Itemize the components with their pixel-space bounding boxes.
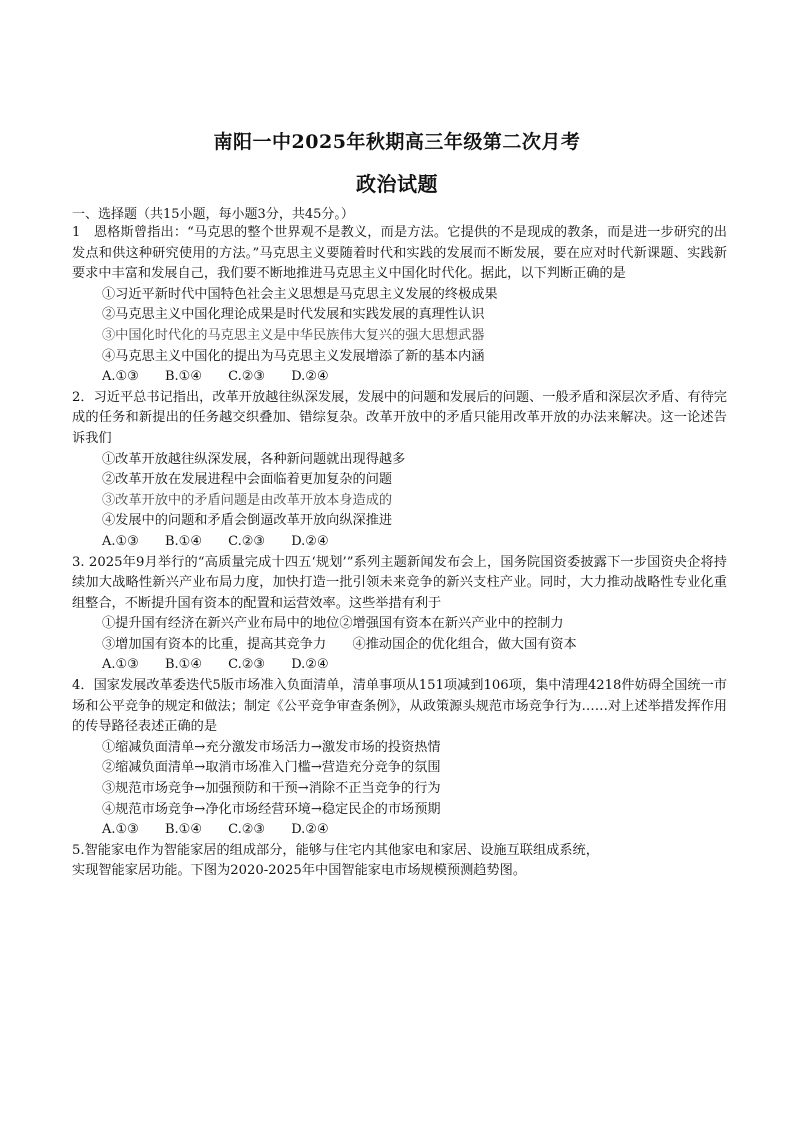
question-1 — [72, 223, 727, 388]
exam-title: 南阳一中2025年秋期高三年级第二次月考 — [213, 131, 581, 153]
choice-b: B.①④ — [164, 533, 202, 549]
choice-d: D.②④ — [291, 822, 329, 838]
answer-choices — [72, 532, 727, 553]
option-3: ③规范市场竞争→加强预防和干预→消除不正当竞争的行为 — [102, 781, 441, 797]
choice-a: A.①③ — [102, 369, 139, 385]
answer-choices — [72, 820, 727, 841]
option-2: ②马克思主义中国化理论成果是时代发展和实践发展的真理性认识 — [102, 307, 485, 323]
answer-choices — [72, 367, 727, 388]
section-heading: 一、选择题（共15小题，每小题3分，共45分。） — [72, 207, 354, 222]
option-1: ①缩减负面清单→充分激发市场活力→激发市场的投资热情 — [102, 739, 441, 755]
option-4: ④发展中的问题和矛盾会倒逼改革开放向纵深推进 — [102, 513, 393, 529]
question-list — [72, 223, 727, 882]
question-stem: 3. 2025年9月举行的“高质量完成十四五‘规划’”系列主题新闻发布会上，国务院国资委披露下一步国资央企将持续加大战略性新兴产业布局力度，加快打造一批引领未来竞争的新兴支柱产业。同时，大力推动战略性专业化重组整合，不断提升国有资本的配置和运营效率。这些举措有利于 — [72, 554, 727, 611]
choice-c: C.②③ — [228, 369, 266, 385]
choice-b: B.①④ — [164, 657, 202, 673]
option-4: ④马克思主义中国化的提出为马克思主义发展增添了新的基本内涵 — [102, 348, 485, 364]
option-1: ①习近平新时代中国特色社会主义思想是马克思主义发展的终极成果 — [102, 286, 498, 302]
question-5 — [72, 841, 727, 882]
question-stem: 4．国家发展改革委迭代5版市场准入负面清单，清单事项从151项减到106项，集中清理4218件妨碍全国统一市场和公平竞争的规定和做法；制定《公平竞争审查条例》，从政策源头规范市场竞争行为……对上述举措发挥作用的传导路径表述正确的是 — [72, 678, 727, 735]
question-stem: 2．习近平总书记指出，改革开放越往纵深发展，发展中的问题和发展后的问题、一般矛盾和深层次矛盾、有待完成的任务和新提出的任务越交织叠加、错综复杂。改革开放中的矛盾只能用改革开放的办法来解决。这一论述告诉我们 — [72, 389, 727, 446]
choice-d: D.②④ — [291, 533, 329, 549]
question-4 — [72, 676, 727, 841]
question-stem: 1 恩格斯曾指出：“马克思的整个世界观不是教义，而是方法。它提供的不是现成的教条，而是进一步研究的出发点和供这种研究使用的方法。”马克思主义要随着时代和实践的发展而不断发展，要在应对时代新课题、实践新要求中丰富和发展自己，我们要不断地推进马克思主义中国化时代化。据此，以下判断正确的是 — [72, 225, 727, 282]
exam-subtitle: 政治试题 — [356, 172, 438, 196]
choice-a: A.①③ — [102, 657, 139, 673]
option-row-1: ①提升国有经济在新兴产业布局中的地位②增强国有资本在新兴产业中的控制力 — [102, 616, 564, 632]
option-3: ③改革开放中的矛盾问题是由改革开放本身造成的 — [102, 492, 393, 508]
question-3 — [72, 553, 727, 677]
question-stem-line-2: 实现智能家居功能。下图为2020-2025年中国智能家电市场规模预测趋势图。 — [72, 863, 527, 879]
choice-b: B.①④ — [164, 369, 202, 385]
option-2: ②改革开放在发展进程中会面临着更加复杂的问题 — [102, 472, 393, 488]
option-1: ①改革开放越往纵深发展，各种新问题就出现得越多 — [102, 451, 406, 467]
question-stem-line-1: 5.智能家电作为智能家居的组成部分，能够与住宅内其他家电和家居、设施互联组成系统， — [72, 842, 599, 858]
answer-choices — [72, 655, 727, 676]
choice-b: B.①④ — [164, 822, 202, 838]
option-3: ③中国化时代化的马克思主义是中华民族伟大复兴的强大思想武器 — [102, 327, 485, 343]
choice-a: A.①③ — [102, 533, 139, 549]
choice-a: A.①③ — [102, 822, 139, 838]
question-2 — [72, 388, 727, 553]
option-row-2: ③增加国有资本的比重，提高其竞争力 ④推动国企的优化组合，做大国有资本 — [102, 636, 577, 652]
choice-c: C.②③ — [228, 533, 266, 549]
option-4: ④规范市场竞争→净化市场经营环境→稳定民企的市场预期 — [102, 801, 441, 817]
choice-d: D.②④ — [291, 657, 329, 673]
choice-c: C.②③ — [228, 657, 266, 673]
choice-d: D.②④ — [291, 369, 329, 385]
choice-c: C.②③ — [228, 822, 266, 838]
option-2: ②缩减负面清单→取消市场准入门槛→营造充分竞争的氛围 — [102, 760, 441, 776]
